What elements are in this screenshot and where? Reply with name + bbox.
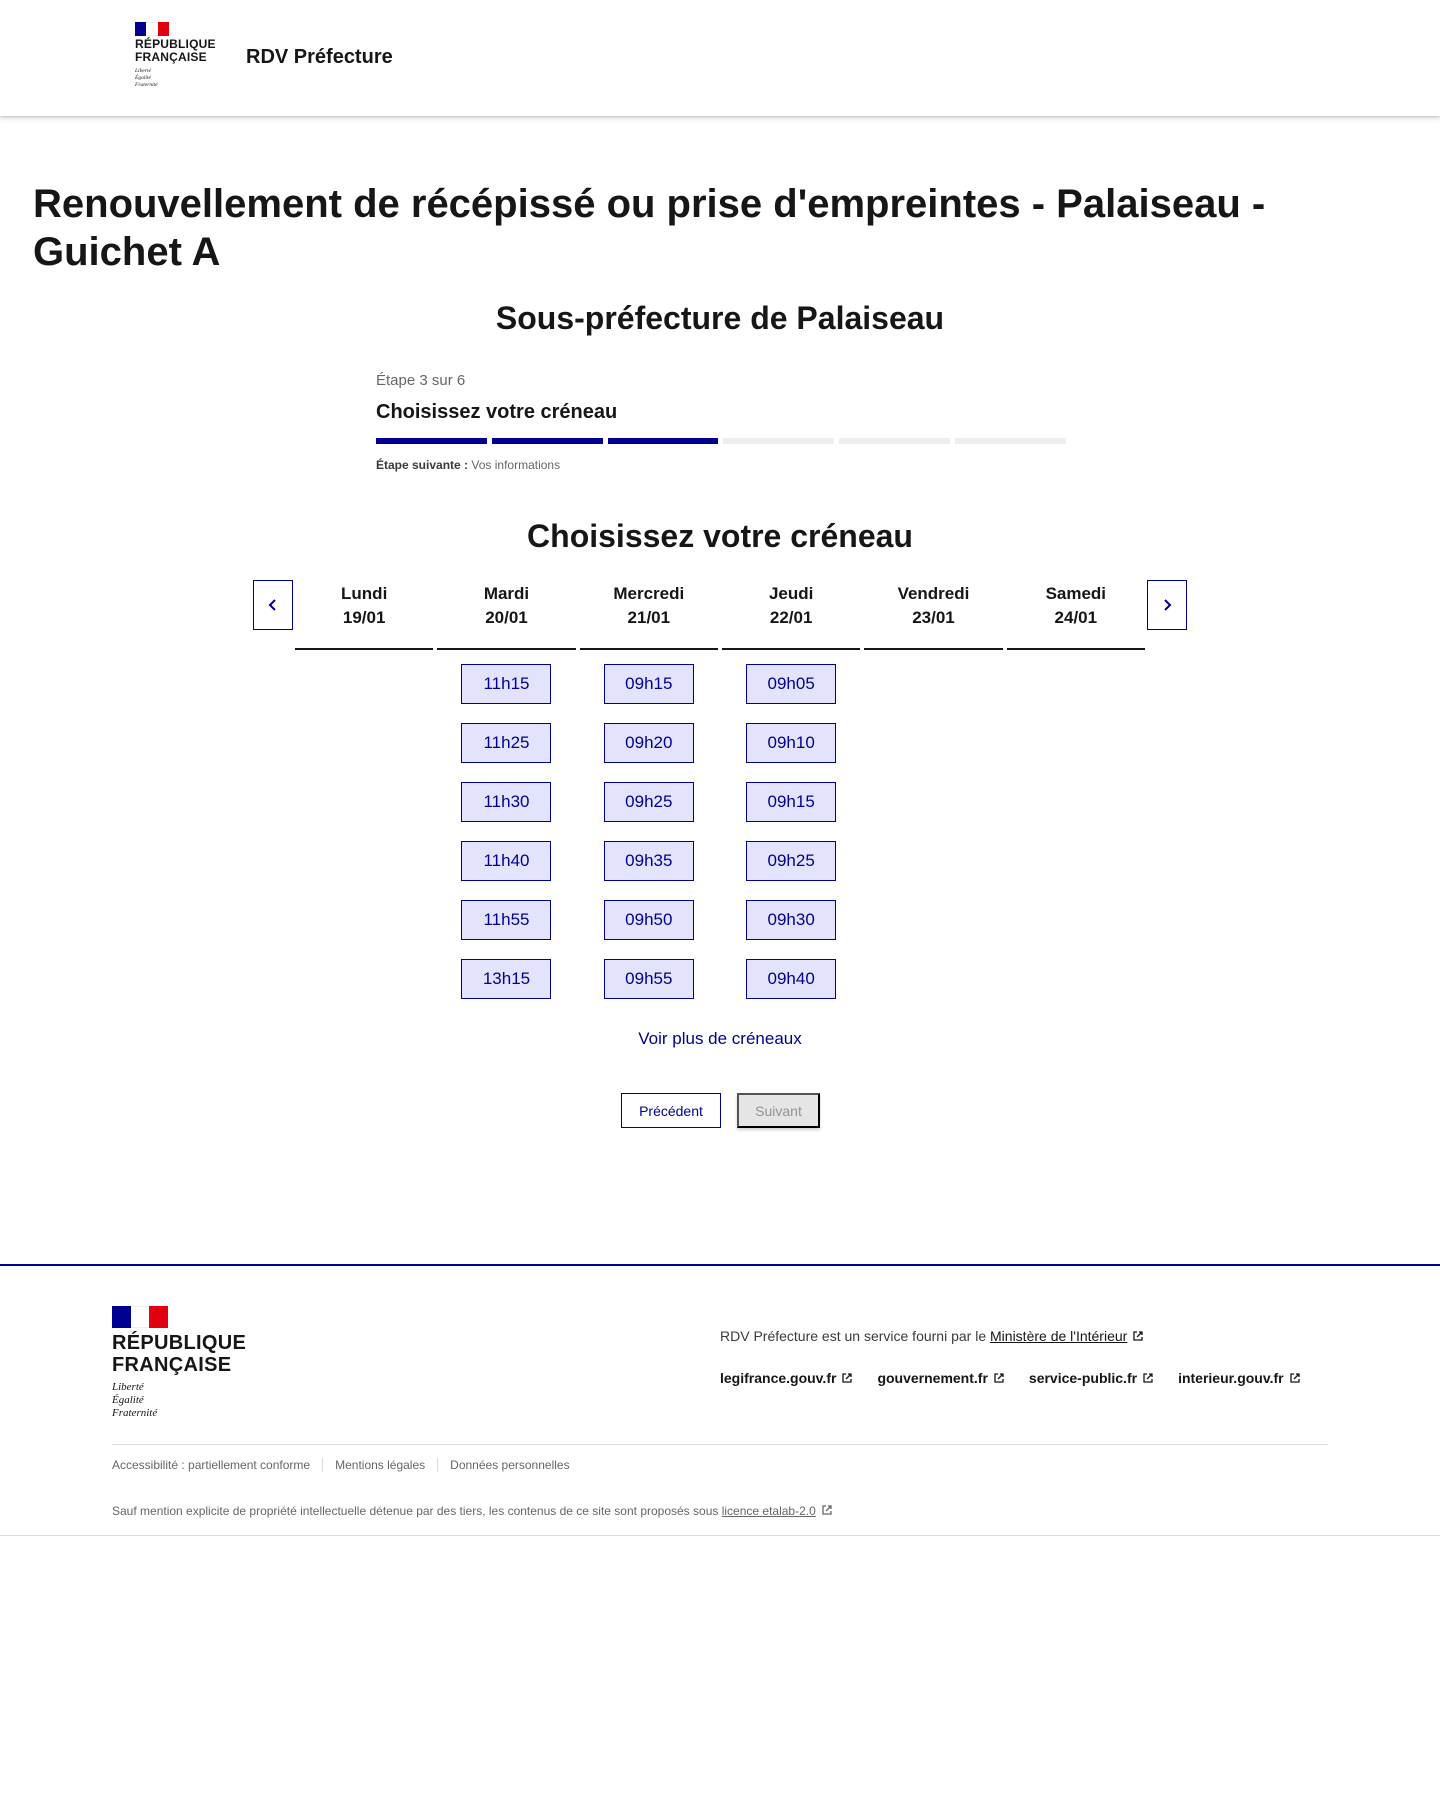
license-link[interactable] bbox=[722, 1504, 833, 1518]
footer-logo-line-2: FRANÇAISE bbox=[112, 1354, 232, 1376]
footer-desc-text: RDV Préfecture est un service fourni par le bbox=[720, 1328, 991, 1344]
footer-logo-text bbox=[112, 1332, 272, 1376]
footer-motto-fraternite: Fraternité bbox=[112, 1407, 158, 1419]
footer-external-link[interactable] bbox=[720, 1370, 853, 1386]
footer-divider bbox=[112, 1444, 1328, 1445]
motto bbox=[135, 68, 225, 89]
footer-bottom-link[interactable]: Données personnelles bbox=[437, 1458, 581, 1472]
day-date: 22/01 bbox=[769, 608, 813, 627]
external-link-icon bbox=[993, 1372, 1005, 1384]
logo-text bbox=[135, 38, 225, 64]
day-header bbox=[864, 580, 1002, 650]
day-slots bbox=[293, 650, 435, 664]
footer-motto bbox=[112, 1381, 272, 1420]
day-date: 21/01 bbox=[627, 608, 671, 627]
footer-link-label: service-public.fr bbox=[1028, 1370, 1138, 1386]
day-name: Jeudi bbox=[768, 584, 814, 603]
day-column bbox=[293, 580, 435, 1018]
time-slot-button[interactable]: 09h15 bbox=[746, 782, 836, 822]
day-column bbox=[720, 580, 862, 1018]
chevron-right-icon bbox=[1160, 598, 1174, 612]
day-date: 20/01 bbox=[485, 608, 528, 627]
time-slot-button[interactable]: 09h35 bbox=[604, 841, 694, 881]
motto-liberte: Liberté bbox=[135, 68, 151, 74]
footer-external-link[interactable] bbox=[1029, 1370, 1154, 1386]
previous-button[interactable]: Précédent bbox=[621, 1093, 721, 1128]
day-name: Lundi bbox=[341, 584, 388, 603]
time-slot-button[interactable]: 09h25 bbox=[746, 841, 836, 881]
external-link-icon bbox=[841, 1372, 853, 1384]
footer-bottom-links bbox=[112, 1458, 582, 1472]
time-slot-button[interactable]: 11h55 bbox=[461, 900, 551, 940]
previous-week-button[interactable] bbox=[253, 580, 293, 630]
logo-line-1: RÉPUBLIQUE bbox=[135, 37, 216, 51]
motto-fraternite: Fraternité bbox=[135, 82, 158, 88]
time-slot-button[interactable]: 11h30 bbox=[461, 782, 551, 822]
day-header bbox=[437, 580, 575, 650]
page-subtitle: Sous-préfecture de Palaiseau bbox=[495, 300, 945, 336]
license-text: Sauf mention explicite de propriété intellectuelle détenue par des tiers, les contenus de ce site sont proposés sous bbox=[112, 1504, 722, 1518]
external-link-icon bbox=[1132, 1330, 1144, 1342]
stepper bbox=[376, 372, 1066, 472]
service-name[interactable]: RDV Préfecture bbox=[246, 46, 393, 68]
day-date: 24/01 bbox=[1054, 608, 1098, 627]
step-segment bbox=[955, 438, 1066, 444]
marianne-flag-icon bbox=[135, 22, 169, 36]
step-segment bbox=[492, 438, 603, 444]
marianne-flag-icon bbox=[112, 1306, 168, 1328]
motto-egalite: Égalité bbox=[135, 75, 151, 81]
time-slot-button[interactable]: 11h25 bbox=[461, 723, 551, 763]
license-link-label: licence etalab-2.0 bbox=[721, 1504, 816, 1518]
ministere-link[interactable] bbox=[990, 1328, 1144, 1344]
day-slots bbox=[720, 650, 862, 1018]
time-slot-button[interactable]: 09h40 bbox=[746, 959, 836, 999]
footer-motto-egalite: Égalité bbox=[112, 1394, 144, 1406]
external-link-icon bbox=[1289, 1372, 1301, 1384]
footer-bottom-link[interactable]: Accessibilité : partiellement conforme bbox=[112, 1458, 311, 1472]
footer-links bbox=[720, 1370, 1301, 1386]
chevron-left-icon bbox=[266, 598, 280, 612]
footer-link-label: legifrance.gouv.fr bbox=[720, 1370, 837, 1386]
footer-bottom-link[interactable]: Mentions légales bbox=[322, 1458, 437, 1472]
footer-logo-line-1: RÉPUBLIQUE bbox=[112, 1332, 247, 1354]
time-slot-button[interactable]: 09h30 bbox=[746, 900, 836, 940]
external-link-icon bbox=[1142, 1372, 1154, 1384]
time-slot-button[interactable]: 13h15 bbox=[461, 959, 551, 999]
time-slot-button[interactable]: 09h25 bbox=[604, 782, 694, 822]
step-next-label: Étape suivante : bbox=[376, 458, 469, 472]
time-slot-button[interactable]: 09h20 bbox=[604, 723, 694, 763]
day-header bbox=[580, 580, 718, 650]
site-header bbox=[0, 0, 1440, 116]
step-title: Choisissez votre créneau bbox=[376, 401, 618, 423]
day-slots bbox=[578, 650, 720, 1018]
step-next-value: Vos informations bbox=[471, 458, 561, 472]
footer-external-link[interactable] bbox=[1178, 1370, 1301, 1386]
ministere-link-label: Ministère de l'Intérieur bbox=[990, 1328, 1128, 1344]
time-slot-button[interactable]: 09h05 bbox=[746, 664, 836, 704]
time-slot-button[interactable]: 09h10 bbox=[746, 723, 836, 763]
day-name: Mardi bbox=[483, 584, 530, 603]
site-footer bbox=[0, 1264, 1440, 1536]
time-slot-button[interactable]: 09h50 bbox=[604, 900, 694, 940]
step-segment bbox=[608, 438, 719, 444]
republique-francaise-logo[interactable] bbox=[135, 22, 225, 89]
calendar-title: Choisissez votre créneau bbox=[527, 518, 913, 554]
footer-republique-francaise-logo[interactable] bbox=[112, 1306, 272, 1420]
day-name: Mercredi bbox=[613, 584, 685, 603]
day-slots bbox=[862, 650, 1004, 664]
day-name: Vendredi bbox=[897, 584, 970, 603]
day-column bbox=[578, 580, 720, 1018]
day-slots bbox=[1005, 650, 1147, 664]
day-header bbox=[1007, 580, 1145, 650]
footer-link-label: interieur.gouv.fr bbox=[1178, 1370, 1284, 1386]
footer-description bbox=[720, 1328, 1144, 1344]
time-slot-button[interactable]: 11h15 bbox=[461, 664, 551, 704]
step-segment bbox=[376, 438, 487, 444]
calendar-days bbox=[293, 580, 1147, 1018]
external-link-icon bbox=[821, 1504, 833, 1516]
footer-link-label: gouvernement.fr bbox=[877, 1370, 988, 1386]
next-button[interactable]: Suivant bbox=[737, 1093, 820, 1128]
day-slots bbox=[435, 650, 577, 1018]
step-count: Étape 3 sur 6 bbox=[376, 372, 466, 389]
time-slot-button[interactable]: 09h15 bbox=[604, 664, 694, 704]
logo-line-2: FRANÇAISE bbox=[135, 50, 207, 64]
day-header bbox=[722, 580, 860, 650]
time-slot-button[interactable]: 09h55 bbox=[604, 959, 694, 999]
day-name: Samedi bbox=[1045, 584, 1107, 603]
next-week-button[interactable] bbox=[1147, 580, 1187, 630]
day-column bbox=[862, 580, 1004, 1018]
step-segment bbox=[723, 438, 834, 444]
day-column bbox=[1005, 580, 1147, 1018]
footer-end-divider bbox=[0, 1535, 1440, 1536]
day-date: 23/01 bbox=[912, 608, 955, 627]
day-column bbox=[435, 580, 577, 1018]
footer-external-link[interactable] bbox=[877, 1370, 1004, 1386]
day-header bbox=[295, 580, 433, 650]
page-title: Renouvellement de récépissé ou prise d'empreintes - Palaiseau - Guichet A bbox=[33, 182, 1266, 274]
step-segment bbox=[839, 438, 950, 444]
step-next bbox=[376, 458, 1066, 472]
day-date: 19/01 bbox=[342, 608, 386, 627]
footer-license bbox=[112, 1504, 833, 1518]
more-slots-link[interactable]: Voir plus de créneaux bbox=[638, 1029, 802, 1048]
step-progress-bar bbox=[376, 438, 1066, 444]
footer-motto-liberte: Liberté bbox=[112, 1381, 144, 1393]
time-slot-button[interactable]: 11h40 bbox=[461, 841, 551, 881]
